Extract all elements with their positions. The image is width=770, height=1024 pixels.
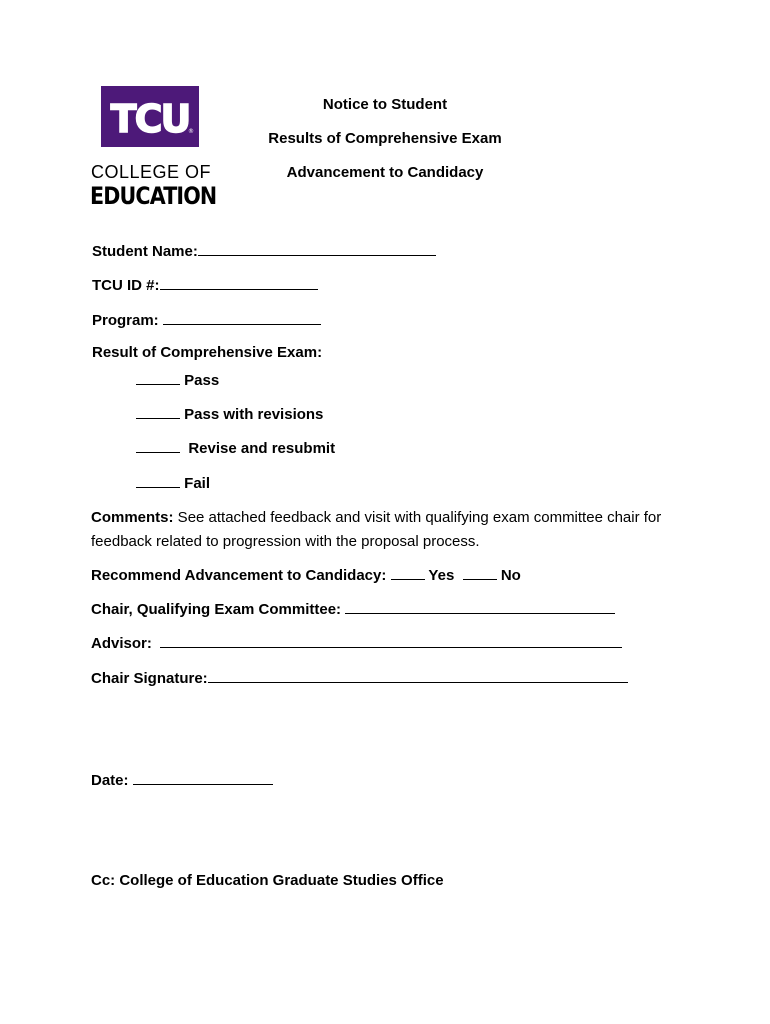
- option-label: Fail: [184, 475, 211, 492]
- recommend-yes-label: Yes: [428, 567, 455, 584]
- advisor-field[interactable]: [160, 633, 622, 648]
- revise-resubmit-checkbox-blank[interactable]: [136, 438, 180, 453]
- chair-committee-row: [91, 599, 615, 619]
- chair-committee-label: Chair, Qualifying Exam Committee:: [91, 601, 342, 618]
- program-field[interactable]: [163, 310, 321, 325]
- chair-signature-label: Chair Signature:: [91, 670, 208, 687]
- pass-checkbox-blank[interactable]: [136, 370, 180, 385]
- tcu-logo-mark: [101, 86, 199, 147]
- option-label: Pass with revisions: [184, 406, 324, 423]
- college-of-label: COLLEGE OF: [91, 162, 212, 182]
- program-row: [92, 310, 321, 330]
- chair-signature-row: [91, 668, 628, 688]
- program-label: Program:: [92, 312, 159, 329]
- recommend-no-blank[interactable]: [463, 565, 497, 580]
- student-name-field[interactable]: [198, 241, 436, 256]
- student-name-row: [92, 241, 436, 261]
- tcu-id-label: TCU ID #:: [92, 277, 160, 294]
- result-option-fail: [136, 473, 210, 493]
- recommend-no-label: No: [500, 567, 521, 584]
- advisor-row: [91, 633, 622, 653]
- comments-block: [91, 506, 711, 554]
- comments-text: See attached feedback and visit with qualifying exam committee chair for feedback related to progression with the proposal process.: [91, 509, 662, 550]
- student-name-label: Student Name:: [92, 243, 198, 260]
- advancement-title: Advancement to Candidacy: [286, 164, 484, 181]
- date-label: Date:: [91, 772, 129, 789]
- tcu-id-field[interactable]: [160, 275, 318, 290]
- cc-line: Cc: College of Education Graduate Studies Office: [91, 872, 444, 889]
- registered-mark-icon: ®: [188, 128, 194, 135]
- result-option-pass: [136, 370, 219, 390]
- date-field[interactable]: [133, 770, 273, 785]
- fail-checkbox-blank[interactable]: [136, 473, 180, 488]
- education-label: EDUCATION: [90, 182, 217, 210]
- option-label: Revise and resubmit: [188, 440, 336, 457]
- tcu-wordmark: TCU: [110, 97, 190, 141]
- chair-signature-field[interactable]: [208, 668, 628, 683]
- notice-title: Notice to Student: [322, 96, 448, 113]
- advisor-label: Advisor:: [91, 635, 152, 652]
- result-option-pass-revisions: [136, 404, 323, 424]
- tcu-id-row: [92, 275, 318, 295]
- recommend-label: Recommend Advancement to Candidacy:: [91, 567, 387, 584]
- date-row: [91, 770, 273, 790]
- results-title: Results of Comprehensive Exam: [268, 130, 502, 147]
- recommend-row: [91, 565, 521, 585]
- chair-committee-field[interactable]: [345, 599, 615, 614]
- tcu-logo: [101, 86, 199, 147]
- result-option-revise-resubmit: [136, 438, 335, 458]
- option-label: Pass: [184, 372, 220, 389]
- result-heading: Result of Comprehensive Exam:: [92, 344, 323, 361]
- comments-label: Comments:: [91, 509, 174, 526]
- recommend-yes-blank[interactable]: [391, 565, 425, 580]
- pass-revisions-checkbox-blank[interactable]: [136, 404, 180, 419]
